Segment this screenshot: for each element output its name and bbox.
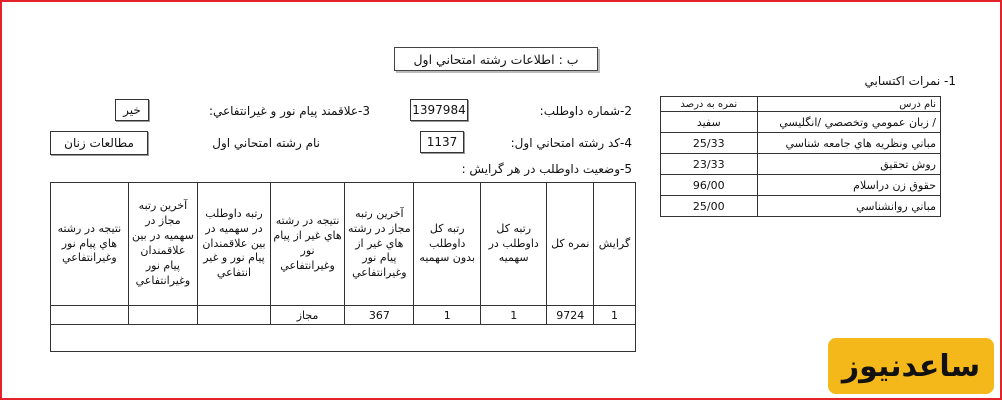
status-label: 5-وضعيت داوطلب در هر گرايش : xyxy=(461,162,632,176)
table-row xyxy=(51,306,636,325)
course-name: مباني ونظريه هاي جامعه شناسي xyxy=(757,133,940,154)
cell-rank-quota: 1 xyxy=(480,306,546,325)
status-table xyxy=(50,182,636,352)
col-result-non-pnu: نتيجه در رشته هاي غير از پيام نور وغيرانتفاعي xyxy=(270,183,344,306)
table-row-empty xyxy=(51,325,636,352)
col-rank-no-quota: رتبه كل داوطلب بدون سهميه xyxy=(414,183,480,306)
applicant-number-label: 2-شماره داوطلب: xyxy=(539,104,632,118)
col-group: گرايش xyxy=(594,183,636,306)
cell-group: 1 xyxy=(594,306,636,325)
field-name-label: نام رشته امتحاني اول xyxy=(212,136,320,150)
course-pct: 23/33 xyxy=(661,154,758,175)
logo-text: ساعدنيوز xyxy=(841,348,981,384)
course-name: حقوق زن دراسلام xyxy=(757,175,940,196)
table-row xyxy=(661,154,941,175)
col-course-header: نام درس xyxy=(757,97,940,112)
table-row xyxy=(661,133,941,154)
course-pct: سفيد xyxy=(661,112,758,133)
col-rank-quota: رتبه كل داوطلب در سهميه xyxy=(480,183,546,306)
course-pct: 25/33 xyxy=(661,133,758,154)
table-row xyxy=(661,112,941,133)
cell-rank-pnu xyxy=(198,306,271,325)
col-last-rank-pnu: آخرين رتبه مجاز در سهميه در بين علاقمندان پيام نور وغيرانتفاعي xyxy=(128,183,197,306)
col-last-rank-non-pnu: آخرين رتبه مجاز در رشته هاي غير از پيام نور وغيرانتفاعي xyxy=(345,183,414,306)
scores-heading: 1- نمرات اكتسابي xyxy=(864,74,956,88)
cell-rank-no-quota: 1 xyxy=(414,306,480,325)
cell-result-pnu xyxy=(51,306,129,325)
table-row xyxy=(661,196,941,217)
section-title: ب : اطلاعات رشته امتحاني اول xyxy=(394,47,598,71)
col-rank-pnu: رتبه داوطلب در سهميه در بين علاقمندان پيام نور و غير انتفاعي xyxy=(198,183,271,306)
field-name-value: مطالعات زنان xyxy=(50,131,148,155)
course-name: مباني روانشناسي xyxy=(757,196,940,217)
course-name: روش تحقيق xyxy=(757,154,940,175)
cell-total-score: 9724 xyxy=(547,306,594,325)
cell-last-rank-non-pnu: 367 xyxy=(345,306,414,325)
pnu-interest-value: خير xyxy=(115,99,149,121)
cell-last-rank-pnu xyxy=(128,306,197,325)
scores-table xyxy=(660,96,941,217)
table-row xyxy=(661,175,941,196)
col-pct-header: نمره به درصد xyxy=(661,97,758,112)
applicant-number-value: 1397984 xyxy=(410,99,468,121)
brand-logo xyxy=(828,338,994,394)
course-name: / زبان عمومي وتخصصي /انگليسي xyxy=(757,112,940,133)
col-total-score: نمره كل xyxy=(547,183,594,306)
cell-result-non-pnu: مجاز xyxy=(270,306,344,325)
course-pct: 25/00 xyxy=(661,196,758,217)
col-result-pnu: نتيجه در رشته هاي پيام نور وغيرانتفاعي xyxy=(51,183,129,306)
field-code-value: 1137 xyxy=(420,131,464,153)
field-code-label: 4-كد رشته امتحاني اول: xyxy=(510,136,632,150)
course-pct: 96/00 xyxy=(661,175,758,196)
pnu-interest-label: 3-علاقمند پيام نور و غيرانتفاعي: xyxy=(208,104,370,118)
